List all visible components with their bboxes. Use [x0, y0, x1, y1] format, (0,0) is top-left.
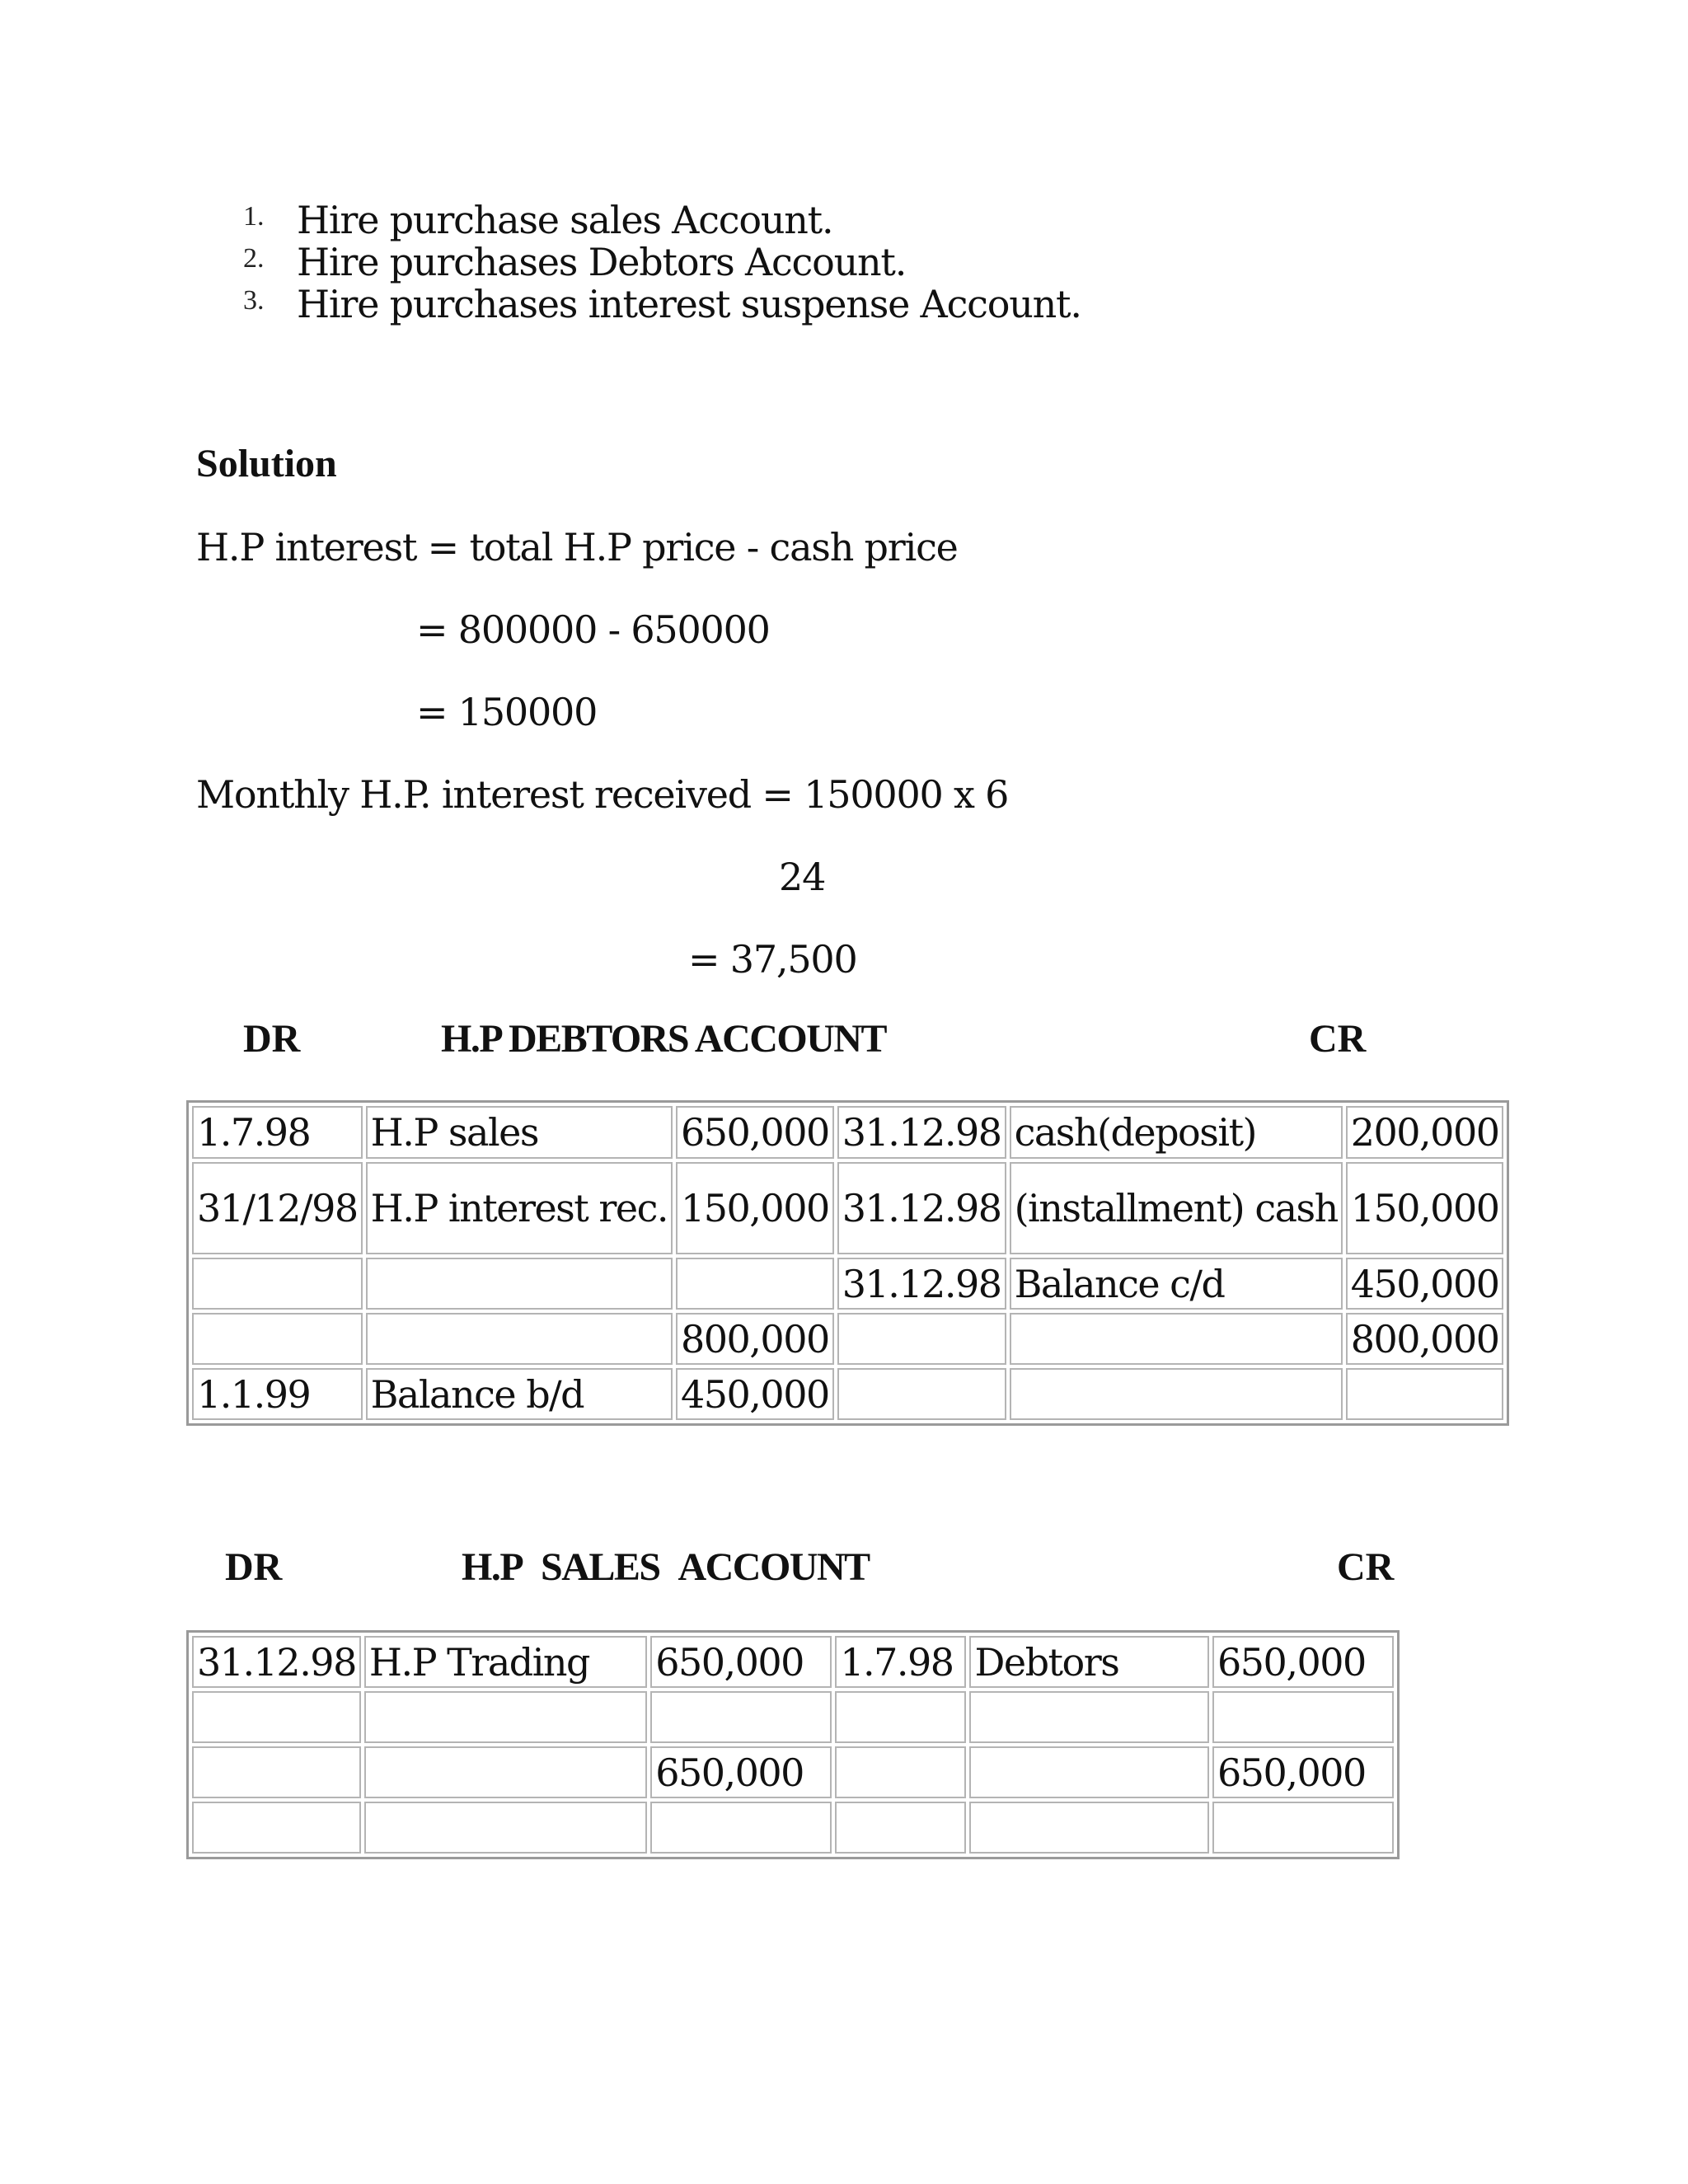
solution-formula-line: H.P interest = total H.P price - cash price: [196, 525, 958, 569]
table-cell-amount: 150,000: [676, 1162, 834, 1254]
table-cell-amount: 800,000: [1346, 1313, 1504, 1365]
table-cell-date: 1.1.99: [192, 1368, 363, 1420]
table-cell-particulars: [969, 1802, 1209, 1854]
table-cell-date: 31.12.98: [837, 1106, 1006, 1159]
table-cell-amount: 450,000: [676, 1368, 834, 1420]
table-cell-amount: 650,000: [650, 1636, 832, 1688]
table-cell-amount: [650, 1802, 832, 1854]
table-cell-particulars: [1010, 1368, 1343, 1420]
table-cell-particulars: cash(deposit): [1010, 1106, 1343, 1159]
table-cell-amount: 150,000: [1346, 1162, 1504, 1254]
table-cell-date: [192, 1802, 361, 1854]
list-number: 2.: [243, 243, 265, 274]
table-cell-particulars: H.P sales: [366, 1106, 673, 1159]
table-cell-particulars: [364, 1691, 647, 1743]
list-text: Hire purchase sales Account.: [297, 198, 833, 242]
table-row: [192, 1636, 1394, 1688]
table-row: [192, 1746, 1394, 1798]
table-cell-amount: [1212, 1691, 1394, 1743]
list-item: [243, 240, 1232, 282]
table-cell-amount: [1212, 1802, 1394, 1854]
sales-account-table: [186, 1630, 1400, 1859]
table-cell-particulars: [366, 1258, 673, 1310]
table-cell-amount: [650, 1691, 832, 1743]
table-cell-date: [192, 1258, 363, 1310]
table-cell-date: [835, 1802, 966, 1854]
list-number: 1.: [243, 201, 265, 232]
monthly-interest-result: = 37,500: [688, 937, 857, 982]
table-cell-date: [835, 1691, 966, 1743]
table-cell-date: 1.7.98: [192, 1106, 363, 1159]
monthly-interest-line: Monthly H.P. interest received = 150000 x 6: [196, 772, 1009, 817]
table-cell-amount: [676, 1258, 834, 1310]
solution-heading: Solution: [196, 442, 337, 485]
solution-result-line: = 150000: [416, 690, 598, 734]
table-cell-amount: 650,000: [650, 1746, 832, 1798]
table-cell-amount: 200,000: [1346, 1106, 1504, 1159]
table-cell-date: [192, 1691, 361, 1743]
table-cell-particulars: [969, 1691, 1209, 1743]
solution-subtraction-line: = 800000 - 650000: [416, 607, 770, 652]
table-cell-amount: 650,000: [676, 1106, 834, 1159]
debtors-account-title: H.P DEBTORS ACCOUNT: [441, 1017, 887, 1061]
table-row: [192, 1691, 1394, 1743]
question-list: [243, 198, 1232, 324]
table-cell-particulars: Balance c/d: [1010, 1258, 1343, 1310]
table-cell-particulars: [1010, 1313, 1343, 1365]
table-cell-particulars: [366, 1313, 673, 1365]
list-text: Hire purchases Debtors Account.: [297, 240, 907, 284]
table-cell-particulars: Debtors: [969, 1636, 1209, 1688]
table-cell-date: 31/12/98: [192, 1162, 363, 1254]
table-cell-particulars: (installment) cash: [1010, 1162, 1343, 1254]
table-cell-date: 31.12.98: [837, 1258, 1006, 1310]
table-cell-particulars: [364, 1802, 647, 1854]
sales-account-title: H.P SALES ACCOUNT: [462, 1545, 870, 1589]
table-cell-date: [837, 1313, 1006, 1365]
table-cell-date: 31.12.98: [837, 1162, 1006, 1254]
monthly-interest-denominator: 24: [779, 855, 826, 899]
table-row: [192, 1106, 1503, 1159]
table-cell-amount: 650,000: [1212, 1636, 1394, 1688]
list-number: 3.: [243, 285, 265, 316]
list-item: [243, 282, 1232, 324]
debtors-account-table: [186, 1100, 1509, 1426]
table-cell-amount: 800,000: [676, 1313, 834, 1365]
list-item: [243, 198, 1232, 240]
debtors-cr-label: CR: [1309, 1017, 1367, 1061]
table-cell-amount: 450,000: [1346, 1258, 1504, 1310]
table-cell-particulars: H.P Trading: [364, 1636, 647, 1688]
list-text: Hire purchases interest suspense Account.: [297, 282, 1081, 326]
table-cell-date: [192, 1313, 363, 1365]
table-row: [192, 1313, 1503, 1365]
table-row: [192, 1368, 1503, 1420]
table-cell-date: [192, 1746, 361, 1798]
table-row: [192, 1802, 1394, 1854]
table-cell-date: [835, 1746, 966, 1798]
table-row: [192, 1162, 1503, 1254]
sales-dr-label: DR: [225, 1545, 283, 1589]
table-row: [192, 1258, 1503, 1310]
table-cell-particulars: [969, 1746, 1209, 1798]
table-cell-date: 31.12.98: [192, 1636, 361, 1688]
table-cell-particulars: Balance b/d: [366, 1368, 673, 1420]
table-cell-particulars: H.P interest rec.: [366, 1162, 673, 1254]
table-cell-amount: [1346, 1368, 1504, 1420]
table-cell-particulars: [364, 1746, 647, 1798]
table-cell-date: [837, 1368, 1006, 1420]
table-cell-amount: 650,000: [1212, 1746, 1394, 1798]
table-cell-date: 1.7.98: [835, 1636, 966, 1688]
sales-cr-label: CR: [1337, 1545, 1395, 1589]
debtors-dr-label: DR: [243, 1017, 301, 1061]
